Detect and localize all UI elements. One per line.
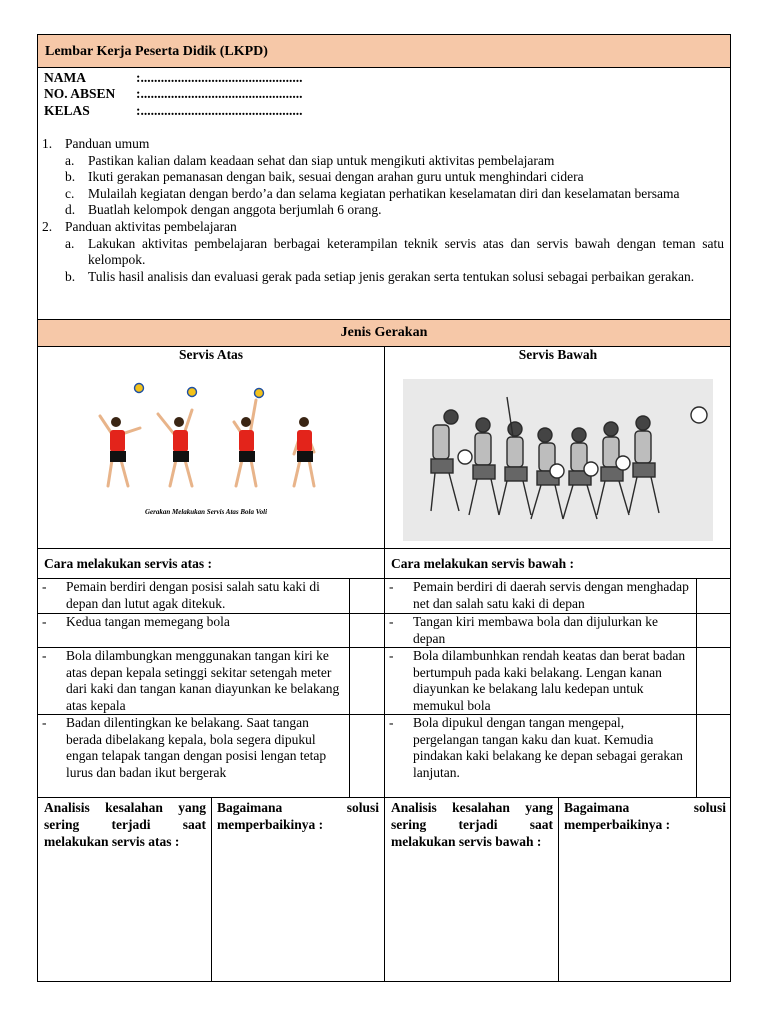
- analysis-atas-heading: Analisis kesalahan yang sering terjadi saat melakukan servis atas :: [44, 800, 206, 849]
- worksheet-title: Lembar Kerja Peserta Didik (LKPD): [45, 44, 268, 59]
- guide-item: b. Tulis hasil analisis dan evaluasi gerak pada setiap jenis gerakan serta tentukan solusi sebagai perbaikan gerakan.: [65, 268, 695, 284]
- guide-item: d. Buatlah kelompok dengan anggota berjumlah 6 orang.: [65, 202, 382, 218]
- illustration-caption: Gerakan Melakukan Servis Atas Bola Voli: [144, 508, 268, 516]
- servis-atas-illustration: [88, 378, 328, 528]
- guide-item: a. Pastikan kalian dalam keadaan sehat dan siap untuk mengikuti aktivitas pembelajaram: [65, 152, 555, 168]
- name-label: NAMA: [44, 70, 86, 85]
- guide-item: a. Lakukan aktivitas pembelajaran berbagai keterampilan teknik servis atas dan servis bawah dengan teman satu kelompok.: [65, 235, 724, 268]
- guide-list: [38, 136, 730, 285]
- servis-bawah-heading: Servis Bawah: [518, 347, 598, 362]
- solution-atas-answer-area[interactable]: [212, 865, 384, 981]
- guide-item: c. Mulailah kegiatan dengan berdo’a dan selama kegiatan perhatikan keselamatan diri dan keselamatan bersama: [65, 185, 680, 201]
- guide-item: b. Ikuti gerakan pemanasan dengan baik, sesuai dengan arahan guru untuk menghindari cidera: [65, 169, 584, 185]
- guide-heading-activity: 2. Panduan aktivitas pembelajaran: [42, 218, 237, 234]
- servis-bawah-step-2: - Tangan kiri membawa bola dan dijulurkan ke depan: [389, 614, 658, 646]
- kelas-label: KELAS: [44, 103, 90, 118]
- guide-heading-general: 1. Panduan umum: [42, 136, 150, 151]
- servis-atas-step-2: - Kedua tangan memegang bola: [42, 614, 230, 629]
- how-to-bawah-heading: Cara melakukan servis bawah :: [391, 556, 575, 571]
- how-to-atas-heading: Cara melakukan servis atas :: [44, 556, 212, 571]
- solution-atas-heading: Bagaimana solusi memperbaikinya :: [217, 800, 379, 832]
- servis-bawah-illustration: [403, 379, 713, 541]
- absen-blank: :................................................: [136, 86, 303, 101]
- name-blank: :................................................: [136, 70, 303, 85]
- servis-atas-step-4: - Badan dilentingkan ke belakang. Saat tangan berada dibelakang kepala, bola segera dipukul engan telapak tangan dengan posisi lengan tetap lurus dan badan ikut bergerak: [42, 715, 327, 780]
- analysis-bawah-heading: Analisis kesalahan yang sering terjadi saat melakukan servis bawah :: [391, 800, 553, 849]
- solution-bawah-answer-area[interactable]: [559, 865, 730, 981]
- servis-atas-step-3: - Bola dilambungkan menggunakan tangan kiri ke atas depan kepala setinggi sekitar setengah meter dari kaki dan tangan kanan diayunkan ke belakang atas kepala: [42, 648, 340, 713]
- volleyball-icon: [135, 384, 264, 398]
- analysis-atas-answer-area[interactable]: [38, 865, 211, 981]
- solution-bawah-heading: Bagaimana solusi memperbaikinya :: [564, 800, 726, 832]
- servis-atas-heading: Servis Atas: [178, 347, 244, 362]
- absen-field[interactable]: [44, 85, 303, 102]
- name-field[interactable]: [44, 69, 303, 86]
- servis-bawah-step-1: - Pemain berdiri di daerah servis dengan menghadap net dan salah satu kaki di depan: [389, 579, 689, 611]
- absen-label: NO. ABSEN: [44, 86, 116, 101]
- servis-bawah-step-4: - Bola dipukul dengan tangan mengepal, pergelangan tangan kaku dan kuat. Kemudia pindakan kaki belakang ke depan sebagai gerakan lanjutan.: [389, 715, 683, 780]
- kelas-blank: :................................................: [136, 103, 303, 118]
- servis-bawah-step-3: - Bola dilambunhkan rendah keatas dan berat badan bertumpuh pada kaki belakang. Lengan kanan diayunkan ke belakang lalu kedepan untuk memukul bola: [389, 648, 686, 713]
- section-title: Jenis Gerakan: [38, 320, 730, 346]
- kelas-field[interactable]: [44, 102, 303, 119]
- lkpd-worksheet: [37, 34, 731, 982]
- analysis-bawah-answer-area[interactable]: [385, 865, 558, 981]
- servis-atas-step-1: - Pemain berdiri dengan posisi salah satu kaki di depan dan lutut agak ditekuk.: [42, 579, 320, 611]
